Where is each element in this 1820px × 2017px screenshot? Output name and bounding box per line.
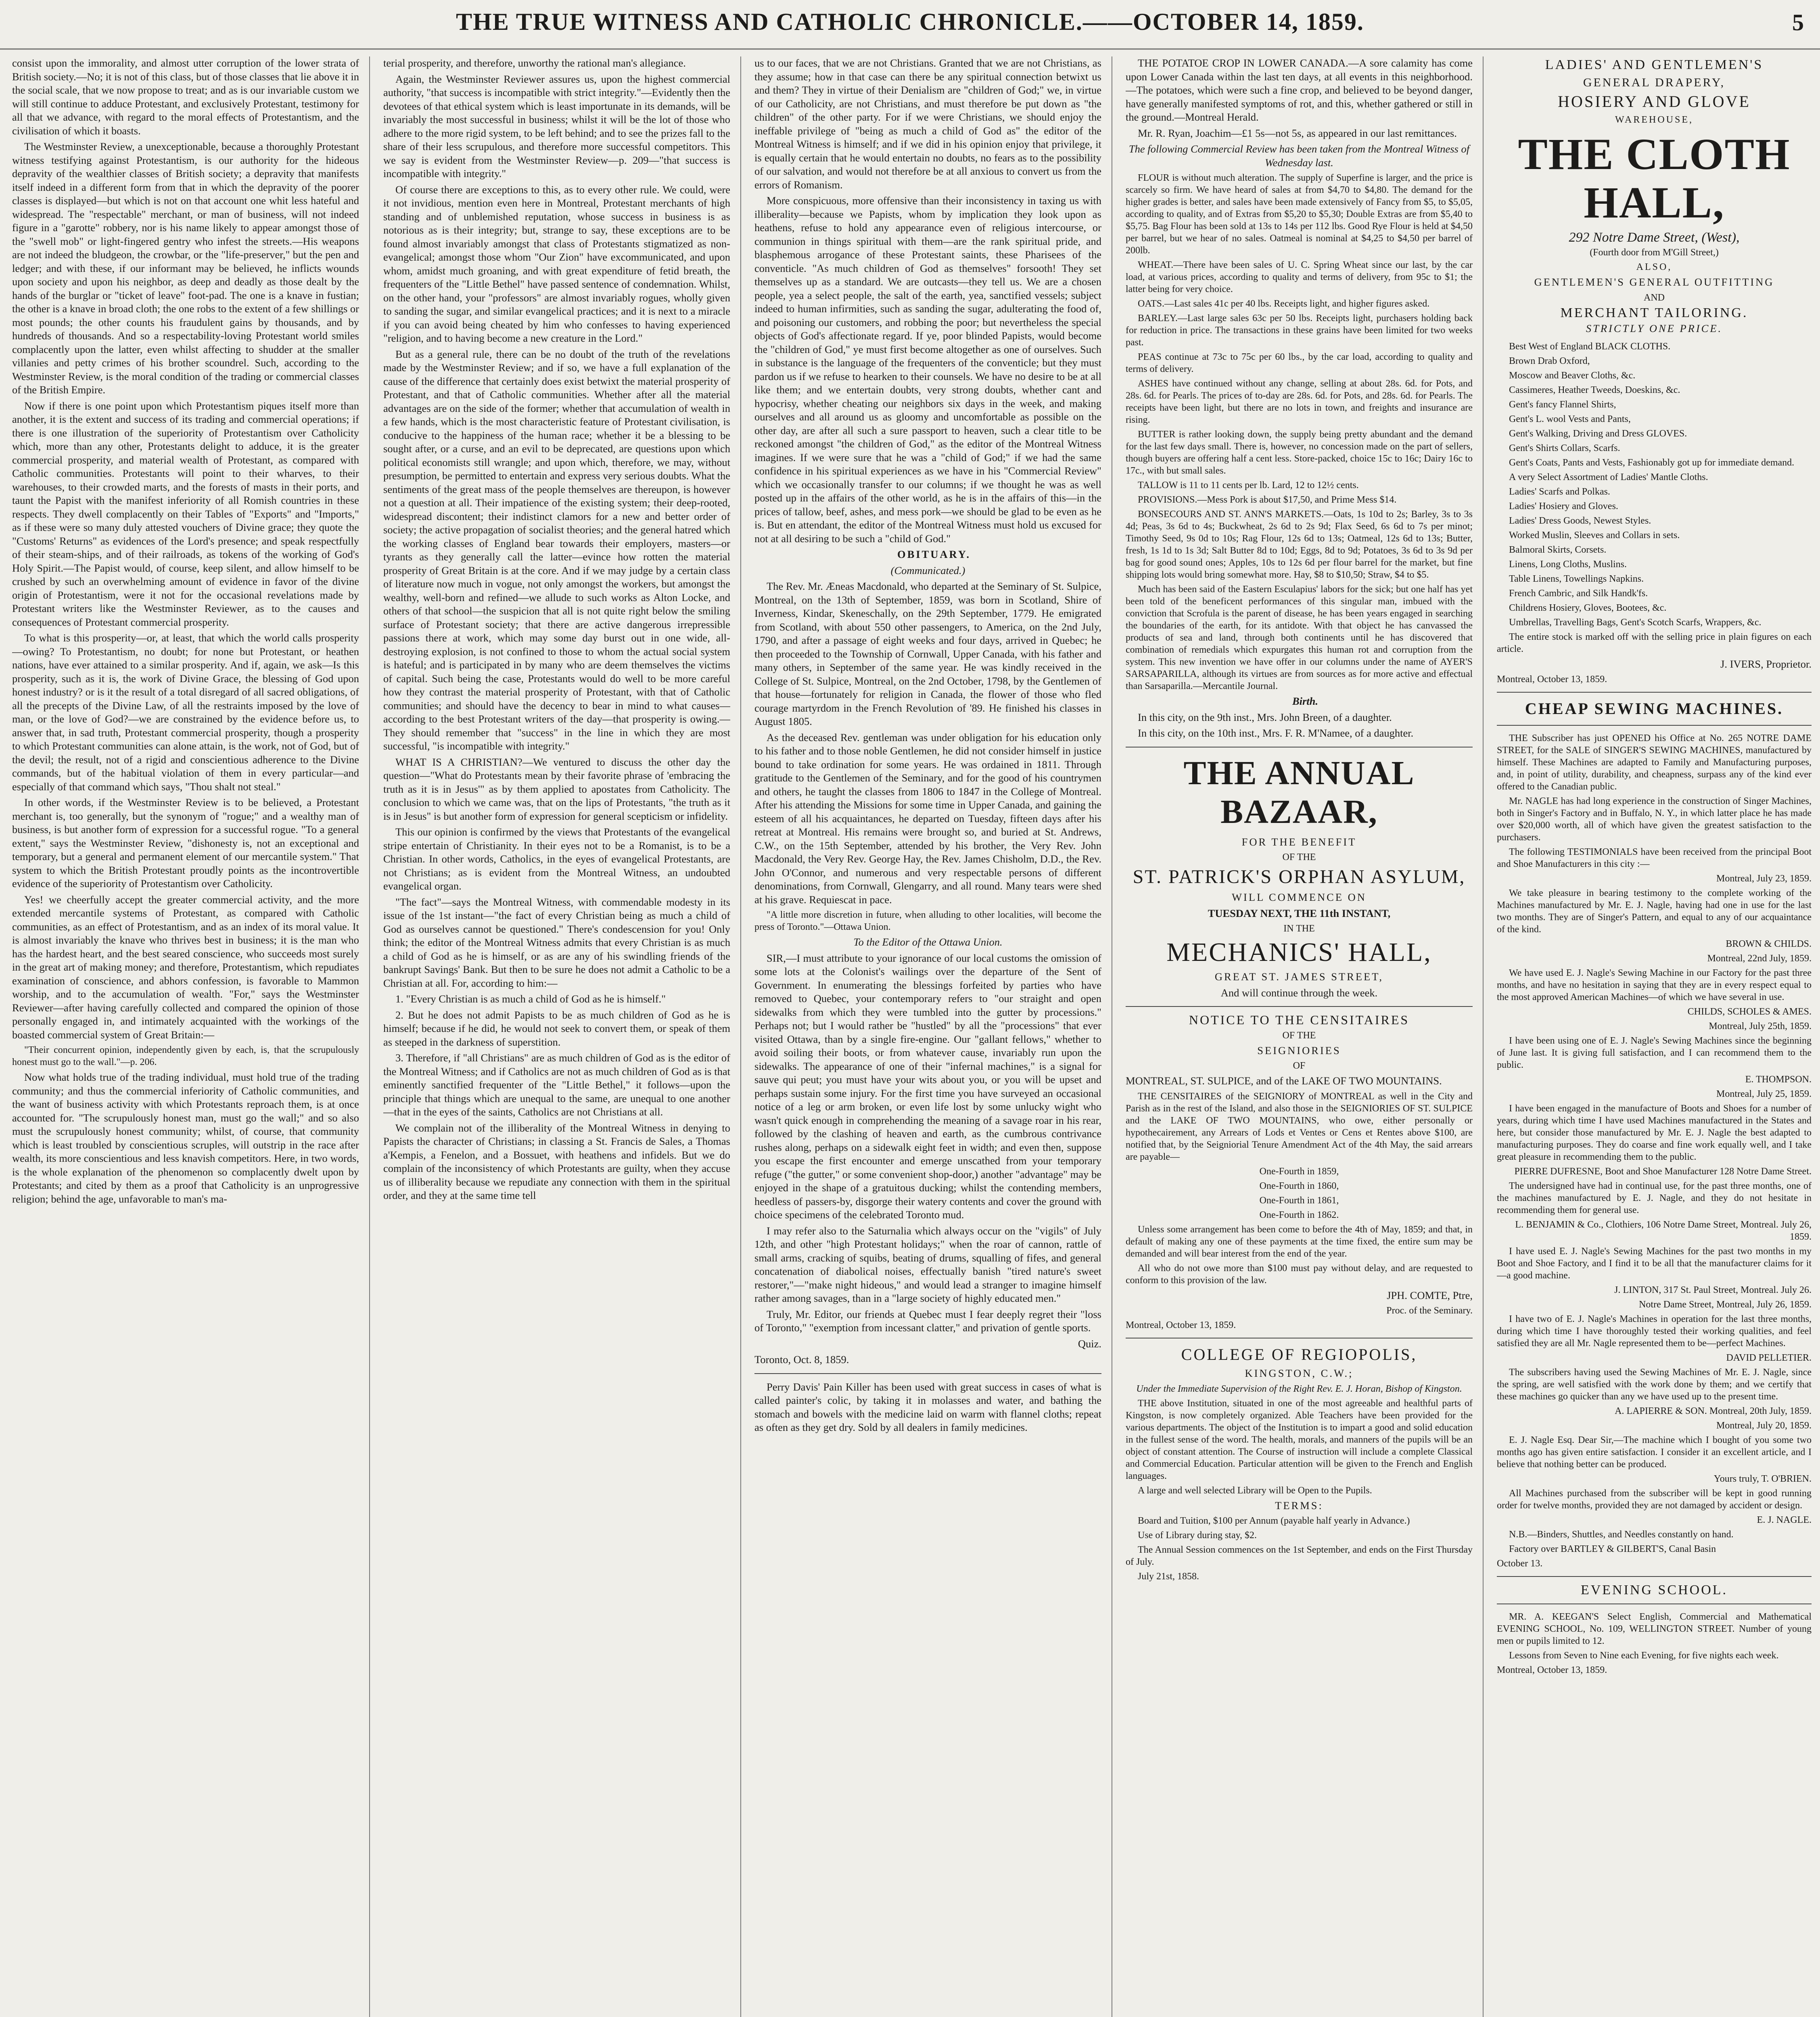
paragraph: Again, the Westminster Reviewer assures us, upon the highest commercial authority, "that success is incompatible with strict integrity."—Evidently then the devotees of that ethical system which is least importunate in its demands, will be invariably the most successful in business; whilst it will be the lot of those who adhere to the more rigid system, to be left behind; and to see the prizes fall to the share of their less scrupulous, and therefore more successful competitors. This we say is evident from the Westminster Review—p. 209—"that success is incompatible with integrity." xyxy=(383,73,730,180)
letter-address: To the Editor of the Ottawa Union. xyxy=(853,936,1003,948)
bazaar-title: THE ANNUAL BAZAAR, xyxy=(1183,754,1415,831)
review-paragraph: WHEAT.—There have been sales of U. C. Spring Wheat since our last, by the car load, at various prices, according to quality and terms of delivery, from 95c to $1; the latter being for very choice. xyxy=(1126,260,1473,294)
testimonial-body: I have two of E. J. Nagle's Machines in operation for the last three months, during which time I have thoroughly tested their working qualities, and feel satisfied they are all Mr. Nagle represented them to be—perfect Machines. xyxy=(1497,1314,1812,1349)
review-paragraph: BUTTER is rather looking down, the supply being pretty abundant and the demand for the last few days small. There is, however, no concession made on the part of sellers, though buyers are offering half a cent less. Store-packed, choice 15c to 16c; Dairy 16c to 17c., with but small sales. xyxy=(1126,429,1473,476)
censitaires-sign: JPH. COMTE, Ptre, xyxy=(1387,1289,1473,1301)
sewing-nb: N.B.—Binders, Shuttles, and Needles constantly on hand. xyxy=(1509,1529,1734,1540)
notice-remittance: Mr. R. Ryan, Joachim—£1 5s—not 5s, as appeared in our last remittances. xyxy=(1138,127,1457,139)
ad-item: Brown Drab Oxford, xyxy=(1509,355,1590,366)
ad-tailoring: MERCHANT TAILORING. xyxy=(1560,305,1748,320)
college-terms-heading: TERMS: xyxy=(1275,1499,1323,1512)
bazaar-commence: WILL COMMENCE ON xyxy=(1232,891,1367,903)
paragraph: We complain not of the illiberality of the Montreal Witness in denying to Papists the character of Christians; in classing a St. Francis de Sales, a Thomas a'Kempis, a Fenelon, and a Bossuet, with heathens and infidels. But we do complain of the inconsistency of which Protestants are guilty, when they accuse us of illiberality because we repudiate any connection with them in the spiritual order, and they at the same time tell xyxy=(383,1121,730,1201)
notice-potato-crop: THE POTATOE CROP IN LOWER CANADA.—A sore calamity has come upon Lower Canada within the last ten days, at all events in this neighborhood.—The potatoes, which were such a fine crop, and believed to be beyond danger, have generally manifested symptoms of rot, and this, whether gathered or still in the ground.—Montreal Herald. xyxy=(1126,57,1473,123)
paragraph: Now if there is one point upon which Protestantism piques itself more than another, it is the extent and success of its trading and commercial operations; if there is one illustration of the superiority of Protestantism over Catholicity which, more than any other, Protestants delight to adduce, it is the greater commercial prosperity, and material wealth of Protestant, as compared with Catholic communities. Protestants will point to their wharves, to their warehouses, to their crowded marts, and the forests of masts in their ports, and taunt the Papist with the manifest inferiority of all Romish countries in these respects. They dwell complacently on their Tables of "Exports" and "Imports," as if these were so many duly attested vouchers of Divine grace; they quote the "Customs' Returns" as evidences of the Lord's presence; and speak respectfully of their steam-ships, and of their railroads, as tokens of the working of God's Holy Spirit.—The Papist would, of course, keep silent, and allow himself to be crushed by such an overwhelming amount of evidence in favor of the divine origin of Protestantism, were it not for the occasional revelations made by Protestant writers like the Westminster Reviewer, as to the causes and consequences of Protestant commercial prosperity. xyxy=(12,399,359,628)
bazaar-of: OF THE xyxy=(1282,852,1316,862)
ad-item: Gent's Coats, Pants and Vests, Fashionably got up for immediate demand. xyxy=(1509,457,1795,468)
censitaires-of: OF THE xyxy=(1282,1030,1316,1041)
ad-strictly: STRICTLY ONE PRICE. xyxy=(1586,322,1723,334)
ad-outfitting: GENTLEMEN'S GENERAL OUTFITTING xyxy=(1534,276,1774,288)
bazaar-date: TUESDAY NEXT, THE 11th INSTANT, xyxy=(1208,907,1391,919)
obituary-paragraph: The Rev. Mr. Æneas Macdonald, who departed at the Seminary of St. Sulpice, Montreal, on the 13th of September, 1859, was born in Scotland, Shire of Inverness, Kindar, Skeneschally, on the 29th September, 1779. He emigrated from Scotland, with about 550 other passengers, to America, on the 2nd July, 1790, and after a passage of eight weeks and four days, arrived in Quebec; he then proceeded to the Township of Cornwall, Upper Canada, with his father and many others, in September of the same year. He was kindly received in the College of St. Sulpice, Montreal, on the 2nd October, 1798, by the Gentlemen of that house—fortunately for religion in Canada, the flower of those who fled courage martyrdom in the French Revolution of '89. He finished his classes in August 1805. xyxy=(754,580,1101,727)
paragraph: Yes! we cheerfully accept the greater commercial activity, and the more extended mercantile systems of Protestant, as compared with Catholic communities, as an effect of Protestantism, and as an index of its moral value. It is almost invariably the knave who thrives best in business; it is the man who has the hardest heart, and the best seared conscience, who succeeds most surely in the great art of making money; and therefore, Protestantism, which repudiates examination of conscience, and abhors confession, is favorable to Mammon worship, and to the accumulation of wealth. "For," says the Westminster Reviewer—after having carefully collected and compared the opinion of those personally engaged in, and intimately acquainted with the workings of the boasted commercial system of Great Britain:— xyxy=(12,893,359,1041)
notice-painkiller: Perry Davis' Pain Killer has been used with great success in cases of what is called painter's colic, by taking it in molasses and water, and bathing the stomach and bowels with the medicine laid on warm with flannel cloths; repeat as often as they get dry. Sold by all dealers in family medicines. xyxy=(754,1380,1101,1433)
testimonial-sign: Yours truly, T. O'BRIEN. xyxy=(1713,1474,1812,1484)
bazaar-in: IN THE xyxy=(1283,923,1315,934)
masthead-title: THE TRUE WITNESS AND CATHOLIC CHRONICLE.——OCTOBER 14, 1859. xyxy=(456,8,1364,35)
ad-item: French Cambric, and Silk Handk'fs. xyxy=(1509,588,1648,599)
college-date: July 21st, 1858. xyxy=(1138,1571,1199,1582)
testimonial-body: The subscribers having used the Sewing Machines of Mr. E. J. Nagle, since the spring, are well satisfied with the work done by them; and we certify that these machines go quicker than any we have used up to the present time. xyxy=(1497,1367,1812,1402)
testimonial-body: I have used E. J. Nagle's Sewing Machines for the past two months in my Boot and Shoe Factory, and I find it to be all that the manufacturer claims for it—a good machine. xyxy=(1497,1246,1812,1281)
sewing-paragraph: THE Subscriber has just OPENED his Office at No. 265 NOTRE DAME STREET, for the SALE of SINGER'S SEWING MACHINES, manufactured by himself. These Machines are adapted to Family and Manufacturing purposes, and, in point of utility, durability, and cheapness, surpass any of the kind ever offered to the Canadian public. xyxy=(1497,733,1812,792)
censitaires-row: One-Fourth in 1860, xyxy=(1259,1180,1339,1191)
ad-item: Moscow and Beaver Cloths, &c. xyxy=(1509,370,1636,381)
ad-item: Best West of England BLACK CLOTHS. xyxy=(1509,341,1671,352)
ad-address: 292 Notre Dame Street, (West), xyxy=(1569,230,1740,245)
ad-item: Table Linens, Towellings Napkins. xyxy=(1509,573,1644,584)
column-3 xyxy=(754,56,1101,2017)
ad-item: Ladies' Hosiery and Gloves. xyxy=(1509,501,1618,512)
paragraph: us to our faces, that we are not Christians. Granted that we are not Christians, as they assume; how in that case can there be any spiritual connection betwixt us and them? They in virtue of their Denialism are "children of God;" we, in virtue of our Catholicity, are not Christians, and must therefore be put down as "the children" of the other party. For if we were Christians, we should enjoy the ineffable privilege of "being as much a child of God as" the editor of the Montreal Witness is himself; and if we did in his opinion enjoy that privilege, it is equally certain that he would entertain no doubts, no fears as to the possibility of our salvation, and would not therefore be at all anxious to convert us from the errors of Romanism. xyxy=(754,57,1101,191)
evening-school-body: MR. A. KEEGAN'S Select English, Commercial and Mathematical EVENING SCHOOL, No. 109, WELLINGTON STREET. Number of young men or pupils limited to 12. xyxy=(1497,1611,1812,1646)
sewing-guarantee: All Machines purchased from the subscriber will be kept in good running order for twelve months, provided they are not damaged by accident or design. xyxy=(1497,1488,1812,1511)
testimonial-sign: DAVID PELLETIER. xyxy=(1726,1353,1812,1363)
college-terms: Board and Tuition, $100 per Annum (payable half yearly in Advance.) xyxy=(1138,1516,1410,1526)
column-1 xyxy=(12,56,359,2017)
letter-paragraph: SIR,—I must attribute to your ignorance of our local customs the omission of some lots at the Colonist's wailings over the departure of the Sent of Government. In enumerating the blessings forfeited by parties who have removed to Quebec, your contemporary refers to "our straight and open sidewalks from which they were tumbled into the gutter by processions." Perhaps not; but I would rather be "hustled" by all the "processions" that ever visited Ottawa, than by a single fire-engine. Our "gallant fellows," whether to avoid soiling their boots, or from whatever cause, invariably run upon the sidewalks. The appearance of one of their "infernal machines," is a signal for sauve qui peut; you must have your wits about you, or you will be upset and perhaps sustain some injury. For the first time you have surveyed an occasional notice of a leg or arm broken, or even life lost by some unlucky wight who wasn't quick enough in comprehending the meaning of a savage roar in his rear, followed by the clashing of heaven and earth, as the cumbrous contrivance rushes along, perhaps on a sidewalk eight feet in width; and even then, suppose you escape the first encounter and emerge unscathed from your temporary refuge ("the gutter," or some convenient shop-door,) another "advantage" may be enjoyed in the shape of a gratuitous ducking; whilst the contending members, heedless of passers-by, disgorge their watery contents and cover the ground with choice specimens of the celebrated Toronto mud. xyxy=(754,952,1101,1221)
column-2 xyxy=(383,56,730,2017)
divider xyxy=(1497,725,1812,726)
paragraph: Now what holds true of the trading individual, must hold true of the trading community; and thus the commercial inferiority of Catholic communities, and the want of business activity with which Protestants reproach them, is at once accounted for. "The scrupulously honest man, must go the wall;" and so also must the scrupulously honest community; whilst, of course, that community which is least troubled by conscientious scruples, will outstrip in the race after wealth, its more conscientious and less knavish competitors. Here, in two words, is the whole explanation of the phenomenon so complacently dwelt upon by Protestants; and cited by them as a proof that Catholicity is an unprogressive religion; behind the age, unfavorable to man's ma- xyxy=(12,1071,359,1205)
censitaires-body3: All who do not owe more than $100 must pay without delay, and are requested to conform to this provision of the law. xyxy=(1126,1263,1473,1286)
divider xyxy=(1497,692,1812,693)
bazaar-for: FOR THE BENEFIT xyxy=(1241,835,1357,848)
review-paragraph: OATS.—Last sales 41c per 40 lbs. Receipts light, and higher figures asked. xyxy=(1138,299,1430,309)
testimonial-body: I have been engaged in the manufacture of Boots and Shoes for a number of years, during which time I have used Machines manufactured in the States and here, but consider those manufactured by Mr. E. J. Nagle the best adapted to manufacturing purposes. They do coarse and fine work equally well, and I take great pleasure in recommending them to the public. xyxy=(1497,1103,1812,1162)
review-heading: The following Commercial Review has been taken from the Montreal Witness of Wednesday last. xyxy=(1128,143,1470,169)
column-rule xyxy=(369,56,370,2017)
ad-also: ALSO, xyxy=(1636,262,1672,272)
page-number: 5 xyxy=(1792,9,1804,35)
sewing-paragraph: The following TESTIMONIALS have been received from the principal Boot and Shoe Manufacturers in this city :— xyxy=(1497,847,1812,869)
bazaar-hall: MECHANICS' HALL, xyxy=(1166,938,1432,967)
censitaires-row: One-Fourth in 1862. xyxy=(1259,1209,1339,1220)
evening-school-lessons: Lessons from Seven to Nine each Evening, for five nights each week. xyxy=(1509,1650,1779,1661)
notice-sarsaparilla: Much has been said of the Eastern Esculapius' labors for the sick; but one half has yet been told of the beneficent performances of this singular man, imbued with the conviction that Scrofula is the parent of disease, he has been years engaged in searching the boundaries of the earth, for its antidote. With that object he has canvassed the products of sea and land, through both continents until he has discovered that combination of remedials which expurgates this human rot and corruption from the system. This new invention we have offer in our columns under the name of AYER'S SARSAPARILLA, although its virtues are from sources as for more active and effectual than Sarsaparilla.—Mercantile Journal. xyxy=(1126,584,1473,691)
ad-proprietor-date: Montreal, October 13, 1859. xyxy=(1497,674,1607,685)
college-title: COLLEGE OF REGIOPOLIS, xyxy=(1181,1345,1417,1363)
letter-dateline: Toronto, Oct. 8, 1859. xyxy=(754,1353,849,1366)
testimonial-body: The undersigned have had in continual use, for the past three months, one of the machines manufactured by E. J. Nagle, and they do not hesitate in recommending them for general use. xyxy=(1497,1181,1812,1215)
paragraph: To what is this prosperity—or, at least, that which the world calls prosperity—owing? To Protestantism, no doubt; for none but Protestant, or heathen nations, have ever attained to a similar prosperity. And if, again, we ask—Is this prosperity, such as it is, the work of Divine Grace, the blessing of God upon honest industry? or is it the result of a total disregard of all sacred obligations, of all the precepts of the Divine Law, of all the restraints imposed by the love of man, or the love of God?—we are constrained by the evidence before us, to answer that, in sad truth, Protestant commercial prosperity, though a prosperity to which Protestant communities can alone attain, is the work, not of God, but of the devil; the result, not of a rigid and conscientious adherence to the Divine commands, but of the habitual violation of them in every particular—and especially of that command which says, "Thou shalt not steal." xyxy=(12,632,359,793)
testimonial-sign: E. THOMPSON. xyxy=(1745,1074,1812,1085)
quotation: "Their concurrent opinion, independently given by each, is, that the scrupulously honest must go to the wall."—p. 206. xyxy=(12,1045,359,1067)
ad-item: Cassimeres, Heather Tweeds, Doeskins, &c. xyxy=(1509,384,1680,395)
censitaires-of2: OF xyxy=(1293,1061,1306,1071)
birth-heading: Birth. xyxy=(1292,695,1319,707)
censitaires-title: NOTICE TO THE CENSITAIRES xyxy=(1189,1013,1410,1027)
paragraph: More conspicuous, more offensive than their inconsistency in taxing us with illiberality—because we Papists, whom by implication they look upon as heathens, refuse to hold any appearance even of religious intercourse, or communion in things spiritual with them—are the rank spiritual pride, and blasphemous arrogance of these Protestant saints, these Pharisees of the conventicle. "As much children of God as themselves" forsooth! They set themselves up as a standard. We are outcasts—they tell us. We are a chosen people, yea a select people, the salt of the earth, yea, sanctified vessels; subject indeed to human infirmities, such as sanding the sugar, adulterating the food of, and poisoning our customers, and robbing the poor; but nevertheless the special objects of God's affectionate regard. If ye, poor blinded Papists, would become the "children of God," ye must first become altogether as one of ourselves. Such in substance is the language of the frequenters of the conventicle; but they must pardon us if we refuse to hearken to their counsels. We have no desire to be at all like them; and we entertain doubts, very strong doubts, whether cant and hypocrisy, whether cheating our neighbors six days in the week, and making ourselves and all around us as gloomy and uncomfortable as possible on the other day, are after all such a sure passport to heaven, such a clear title to be reckoned amongst "the children of God," as the editor of the Montreal Witness imagines. If we were sure that he was a "child of God;" if we had the same confidence in his spiritual experiences as we have in his "Commercial Review" which we occasionally transfer to our columns; if we thought he was as well posted up in the affairs of the other world, as he is in the affairs of this—in the prices of tallow, beef, ashes, and mess pork—we should be glad to be even as he is. But en attendant, the editor of the Montreal Witness must hold us excused for not at all desiring to be such a "child of God." xyxy=(754,194,1101,545)
sewing-factory: Factory over BARTLEY & GILBERT'S, Canal Basin xyxy=(1509,1544,1716,1554)
review-paragraph: PROVISIONS.—Mess Pork is about $17,50, and Prime Mess $14. xyxy=(1138,495,1397,505)
college-session: The Annual Session commences on the 1st September, and ends on the First Thursday of July. xyxy=(1126,1545,1473,1567)
testimonial-sign: PIERRE DUFRESNE, Boot and Shoe Manufacturer 128 Notre Dame Street. xyxy=(1514,1166,1812,1177)
college-body: THE above Institution, situated in one of the most agreeable and healthful parts of Kingston, is now completely organized. Able Teachers have been provided for the various departments. The object of the Institution is to impart a good and solid education in the fullest sense of the word. The health, morals, and manners of the pupils will be an object of constant attention. The Course of instruction will include a complete Classical and Commercial Education. Particular attention will be given to the French and English languages. xyxy=(1126,1398,1473,1481)
review-paragraph: TALLOW is 11 to 11 cents per lb. Lard, 12 to 12½ cents. xyxy=(1138,480,1359,491)
ad-item: Linens, Long Cloths, Muslins. xyxy=(1509,559,1627,570)
ad-drapery: GENERAL DRAPERY, xyxy=(1583,76,1726,89)
college-under: Under the Immediate Supervision of the Right Rev. E. J. Horan, Bishop of Kingston. xyxy=(1136,1383,1462,1394)
review-paragraph: ASHES have continued without any change, selling at about 28s. 6d. for Pots, and 28s. 6d. for Pearls. The prices of to-day are 28s. 6d. for Pots, and 28s. 6d. for Pearls. The receipts have been light, but there are no lots in town, and freights and insurance are rising. xyxy=(1126,378,1473,425)
testimonial-body: We take pleasure in bearing testimony to the complete working of the Machines manufactured by Mr. E. J. Nagle, having had one in use for the last two months. They are of Singer's Pattern, and equal to any of our acquaintance of the kind. xyxy=(1497,888,1812,935)
quotation: "A little more discretion in future, when alluding to other localities, will become the press of Toronto."—Ottawa Union. xyxy=(754,910,1101,932)
bazaar-asylum: ST. PATRICK'S ORPHAN ASYLUM, xyxy=(1133,866,1466,887)
paragraph: 3. Therefore, if "all Christians" are as much children of God as is the editor of the Montreal Witness; and if Catholics are not as much children of God as is that eminently sanctified frequenter of the "Little Bethel," it follows—upon the principle that things which are unequal to the same, are unequal to one another—that in the eyes of the saints, Catholics are not Christians at all. xyxy=(383,1052,730,1118)
ad-proprietor: J. IVERS, Proprietor. xyxy=(1720,658,1812,670)
testimonial-date: Montreal, July 25th, 1859. xyxy=(1709,1021,1812,1031)
paragraph: Of course there are exceptions to this, as to every other rule. We could, were it not invidious, mention even here in Montreal, Protestant merchants of high standing and of unblemished reputation, whose success in business is as notorious as is their integrity; but, strange to say, these exceptions are to be found almost invariably amongst that class of Protestants stigmatized as non-evangelical; amongst those whom "Our Zion" have excommunicated, and upon whom, amidst much groaning, and with great expenditure of fetid breath, the frequenters of the "Little Bethel" have passed sentence of condemnation. Whilst, on the other hand, your "professors" are almost invariably rogues, wholly given to sanding the sugar, and similar evangelical practices; and it is next to a miracle if you can avoid being cheated by him who confesses to having experienced "religion, and to having become a new creature in the Lord." xyxy=(383,183,730,344)
sewing-signature: E. J. NAGLE. xyxy=(1757,1515,1812,1525)
testimonial-sign: J. LINTON, 317 St. Paul Street, Montreal. July 26. xyxy=(1614,1285,1812,1295)
review-paragraph: BARLEY.—Last large sales 63c per 50 lbs. Receipts light, purchasers holding back for reduction in price. The transactions in these grains have been limited for two weeks past. xyxy=(1126,313,1473,348)
college-place: KINGSTON, C.W.; xyxy=(1245,1367,1354,1379)
paragraph: consist upon the immorality, and almost utter corruption of the lower strata of British society.—No; it is not of this class, but of those classes that lie above it in the social scale, that we now propose to treat; and as is our invariable custom we will still continue to adduce Protestant, and exclusively Protestant, testimony for all that we advance, with regard to the moral effects of Protestantism, and the civilisation of which it boasts. xyxy=(12,57,359,137)
paragraph: "The fact"—says the Montreal Witness, with commendable modesty in its issue of the 1st instant—"the fact of every Christian being as much a child of God as ourselves cannot be questioned." There's condescension for you! Only think; the editor of the Montreal Witness admits that every Christian is as much a child of God as he is himself, or as are any of his swindling friends of the bankrupt Savings' Bank. But then to be sure he does not admit a Catholic to be a Christian at all. For, according to him:— xyxy=(383,896,730,989)
paragraph: 2. But he does not admit Papists to be as much children of God as he is himself; because if he did, he would not seek to convert them, or speak of them as steeped in the darkness of superstition. xyxy=(383,1008,730,1048)
ad-item: Ladies' Dress Goods, Newest Styles. xyxy=(1509,515,1651,526)
bazaar-continue: And will continue through the week. xyxy=(1220,986,1378,999)
testimonial-sign: BROWN & CHILDS. xyxy=(1726,939,1812,949)
divider xyxy=(1126,1006,1473,1007)
censitaires-row: One-Fourth in 1859, xyxy=(1259,1166,1339,1177)
obituary-subheading: (Communicated.) xyxy=(890,564,965,576)
review-paragraph: PEAS continue at 73c to 75c per 60 lbs., by the car load, according to quality and terms of delivery. xyxy=(1126,352,1473,374)
ad-item: Gent's Shirts Collars, Scarfs. xyxy=(1509,443,1620,453)
ad-hosiery: HOSIERY AND GLOVE xyxy=(1558,92,1751,111)
ad-item: Ladies' Scarfs and Polkas. xyxy=(1509,486,1610,497)
obituary-heading: OBITUARY. xyxy=(897,548,971,560)
ad-item: A very Select Assortment of Ladies' Mantle Cloths. xyxy=(1509,472,1708,482)
ad-cloth-hall: THE CLOTH HALL, xyxy=(1518,129,1791,227)
ad-item: Gent's fancy Flannel Shirts, xyxy=(1509,399,1616,410)
divider xyxy=(1126,747,1473,748)
ad-item: Balmoral Skirts, Corsets. xyxy=(1509,544,1607,555)
sewing-date: October 13. xyxy=(1497,1558,1543,1569)
markets-paragraph: BONSECOURS AND ST. ANN'S MARKETS.—Oats, 1s 10d to 2s; Barley, 3s to 3s 4d; Peas, 3s 6d to 4s; Buckwheat, 2s 6d to 2s 9d; Flax Seed, 6s 6d to 7s per minot; Timothy Seed, 9s 0d to 10s; Rag Flour, 12s 6d to 13s; Oatmeal, 12s 6d to 13s; Butter, fresh, 1s 1d to 1s 3d; Salt Butter 8d to 10d; Eggs, 8d to 9d; Potatoes, 3s 6d to 3s 9d per bag for good sound ones; Apples, 10s to 12s 6d per flour barrel for the market, but fine shipping lots would bring somewhat more. Hay, $8 to $10,50; Straw, $4 to $5. xyxy=(1126,509,1473,580)
ad-ladies: LADIES' AND GENTLEMEN'S xyxy=(1545,57,1764,72)
review-paragraph: FLOUR is without much alteration. The supply of Superfine is larger, and the price is scarcely so firm. We have heard of sales at from $4,70 to $4,80. The demand for the higher grades is better, and sales have been made extensively of Fancy from $5, to $5,05, according to quality, and of Extras from $5,20 to $5,30; Double Extras are from $5,40 to $5,75. Bag Flour has been sold at 13s to 14s per 112 lbs. Good Rye Flour is held at $4,50 per barrel, but we hear of no sales. Oatmeal is nominal at $4,25 to $4,50 per barrel of 200lb. xyxy=(1126,173,1473,256)
censitaires-sign2: Proc. of the Seminary. xyxy=(1386,1305,1473,1316)
column-4 xyxy=(1126,56,1473,2017)
paragraph: WHAT IS A CHRISTIAN?—We ventured to discuss the other day the question—"What do Protestants mean by their favorite phrase of 'embracing the truth as it is in Jesus'" as by them applied to apostates from Catholicity. The conclusion to which we came was, that on the lips of Protestants, "the truth as it is in Jesus" is but another form of expression for general scepticism or infidelity. xyxy=(383,756,730,822)
evening-school-date: Montreal, October 13, 1859. xyxy=(1497,1664,1607,1675)
testimonial-date: Montreal, July 25, 1859. xyxy=(1716,1089,1812,1099)
letter-paragraph: I may refer also to the Saturnalia which always occur on the "vigils" of July 12th, and other "high Protestant holidays;" when the roar of cannon, rattle of small arms, cracking of squibs, beating of drums, squalling of fifes, and general concatenation of diabolical noises, effectually banish "tired nature's sweet restorer,"—"make night hideous," and would lead a stranger to imagine himself rather among savages, than in a "large society of highly educated men." xyxy=(754,1224,1101,1304)
paragraph: The Westminster Review, a unexceptionable, because a thoroughly Protestant witness testifying against Protestantism, is our authority for the hideous depravity of the wealthier classes of British society; a depravity that manifests itself indeed in a different form from that in which the depravity of the poorer classes is displayed—but which is not on that account one whit less hateful and widespread. The "respectable" merchant, or man of business, will not indeed figure in a "garotte" robbery, nor is his name likely to appear amongst those of the "swell mob" or light-fingered gentry who infest the streets.—His weapons are not indeed the bludgeon, the crowbar, or the "life-preserver," but the pen and ledger; and with these, if our informant may be believed, he inflicts wounds upon society and upon his neighbor, as deep and deadly as those dealt by the hands of the burglar or "ticket of leave" foot-pad. The one is a knave in fustian; the other is a knave in broad cloth; the one robs to the extent of a few shillings or most pounds; the other counts his fraudulent gains by thousands, and by hundreds of thousands. And so a respectability-loving Protestant world smiles complacently upon the latter, even whilst affecting to shudder at the smaller villanies and petty crimes of his brother scoundrel. Such, according to the Westminster Review, is the moral condition of the trading or commercial classes of the British Empire. xyxy=(12,140,359,396)
divider xyxy=(1497,1576,1812,1577)
testimonial-date: Montreal, July 20, 1859. xyxy=(1716,1420,1812,1431)
paragraph: 1. "Every Christian is as much a child of God as he is himself." xyxy=(395,993,666,1005)
column-5 xyxy=(1497,56,1812,2017)
letter-signoff: Quiz. xyxy=(1078,1337,1101,1350)
sewing-heading: CHEAP SEWING MACHINES. xyxy=(1525,699,1784,718)
testimonial-body: We have used E. J. Nagle's Sewing Machine in our Factory for the past three months, and have no hesitation in saying that they are in every respect equal to the most approved American Machines—of which we have several in use. xyxy=(1497,968,1812,1002)
ad-item: The entire stock is marked off with the selling price in plain figures on each article. xyxy=(1497,631,1812,654)
letter-paragraph: Truly, Mr. Editor, our friends at Quebec must I fear deeply regret their "loss of Toronto," "exemption from incessant clatter," and privation of gentle sports. xyxy=(754,1308,1101,1334)
divider xyxy=(754,1373,1101,1374)
censitaires-date: Montreal, October 13, 1859. xyxy=(1126,1320,1236,1330)
paragraph: But as a general rule, there can be no doubt of the truth of the revelations made by the Westminster Review; and if so, we have a full explanation of the cause of the difference that certainly does exist betwixt the material prosperity of Protestant, and that of Catholic communities. Whether after all the material advantages are on the side of the former; whether that accumulation of wealth in a few hands, which is the most characteristic feature of Protestant civilisation, is conducive to the happiness of the human race; whether it be a blessing to be sought after, or a curse, and an evil to be deprecated, are questions upon which political economists still wrangle; and upon which, therefore, we may, without presumption, be permitted to entertain and express very serious doubts. What the sentiments of the great mass of the people themselves are thereupon, is however not a question at all. Their impatience of the existing system; their deep-rooted, widespread discontent; their indistinct clamors for a new and better order of society; the active propagation of socialist theories; and the general hatred which the working classes of England bear towards their employers, masters—or tyrants as they generally call the latter—evince how rotten the material prosperity of Great Britain is at the core. And if we may judge by a certain class of literature now much in vogue, not only amongst the workers, but amongst the wealthy, well-born and refined—we allude to such works as Alton Locke, and others of that school—the suspicion that all is not quite right below the smiling surface of Protestant society; that there are active dangerous irrepressible passions there at work, which may some day burst out in one wide, all-destroying explosion, is not confined to those to whom the actual social system is hateful; and is participated in by many who are deem themselves the victims of capital. Such being the case, Protestants would do well to be more careful how they contrast the material prosperity of Protestant, with that of Catholic communities; and should have the decency to bear in mind to what causes—according to the best Protestant writers of the day—that prosperity is owing.—They should remember that "success" in the line in which they are most successful, "is incompatible with integrity." xyxy=(383,348,730,752)
bazaar-street: GREAT ST. JAMES STREET, xyxy=(1214,971,1384,983)
ad-item: Childrens Hosiery, Gloves, Bootees, &c. xyxy=(1509,602,1667,613)
birth-entry: In this city, on the 10th inst., Mrs. F. R. M'Namee, of a daughter. xyxy=(1138,727,1414,739)
censitaires-body: THE CENSITAIRES of the SEIGNIORY of MONTREAL as well in the City and Parish as in the rest of the Island, and also those in the SEIGNIORIES OF ST. SULPICE and the LAKE OF TWO MOUNTAINS, who owe, either personally or hypothecairement, any Arrears of Lods et Ventes or Cens et Rentes above $100, are notified that, by the Seigniorial Tenure Amendment Act of the 4th May, the said arrears are payable— xyxy=(1126,1091,1473,1162)
paragraph: terial prosperity, and therefore, unworthy the rational man's allegiance. xyxy=(383,57,686,69)
testimonial-body: I have been using one of E. J. Nagle's Sewing Machines since the beginning of June last. It is giving full satisfaction, and I can recommend them to the public. xyxy=(1497,1036,1812,1070)
ad-and: AND xyxy=(1644,292,1665,303)
college-use: Use of Library during stay, $2. xyxy=(1138,1530,1257,1541)
ad-fourth-door: (Fourth door from M'Gill Street,) xyxy=(1590,247,1719,258)
testimonial-body: E. J. Nagle Esq. Dear Sir,—The machine which I bought of you some two months ago has given entire satisfaction. I consider it an excellent article, and I believe that nothing better can be produced. xyxy=(1497,1435,1812,1470)
column-rule xyxy=(1483,56,1484,2017)
censitaires-seigniories: SEIGNIORIES xyxy=(1257,1044,1341,1057)
testimonial-date: Montreal, 22nd July, 1859. xyxy=(1707,953,1812,964)
censitaires-body2: Unless some arrangement has been come to before the 4th of May, 1859; and that, in default of making any one of these payments at the time fixed, the entire sum may be demanded and will bear interest from the end of the year. xyxy=(1126,1224,1473,1259)
paragraph: In other words, if the Westminster Review is to be believed, a Protestant merchant is, too generally, but the synonym of "rogue;" and a wealthy man of business, is but another form of expression for a successful rogue. "To a general extent," says the Westminster Review, "dishonesty is, not an exceptional and temporary, but a general and permanent element of our mercantile system." That system to which the British Protestant proudly points as the incontrovertible evidence of the superiority of Protestantism over Catholicity. xyxy=(12,796,359,889)
masthead xyxy=(0,0,1820,50)
sewing-paragraph: Mr. NAGLE has had long experience in the construction of Singer Machines, both in Singer's Factory and in Buffalo, N. Y., in which latter place he has made over $20,000 worth, all of which have given the greatest satisfaction to the purchasers. xyxy=(1497,796,1812,843)
college-library: A large and well selected Library will be Open to the Pupils. xyxy=(1138,1485,1372,1496)
censitaires-row: One-Fourth in 1861, xyxy=(1259,1195,1339,1206)
birth-entry: In this city, on the 9th inst., Mrs. John Breen, of a daughter. xyxy=(1138,711,1392,723)
column-rule xyxy=(740,56,741,2017)
testimonial-sign: A. LAPIERRE & SON. Montreal, 20th July, 1859. xyxy=(1615,1406,1812,1416)
ad-warehouse: WAREHOUSE, xyxy=(1615,114,1693,125)
testimonial-sign: CHILDS, SCHOLES & AMES. xyxy=(1687,1006,1812,1017)
testimonial-sign: L. BENJAMIN & Co., Clothiers, 106 Notre Dame Street, Montreal. July 26, 1859. xyxy=(1515,1219,1812,1242)
paragraph: This our opinion is confirmed by the views that Protestants of the evangelical stripe entertain of Christianity. In their eyes not to be a Romanist, is to be a Christian. In other words, Catholics, in the eyes of evangelical Protestants, are not Christians; as is evident from the Montreal Witness, an undoubted evangelical organ. xyxy=(383,826,730,892)
obituary-paragraph: As the deceased Rev. gentleman was under obligation for his education only to his father and to those noble Gentlemen, he did not consider himself in justice bound to take ordination for some years. He was ordained in 1811. Through gratitude to the Gentlemen of the Seminary, and for the good of his countrymen and others, he taught the classes from 1806 to 1847 in the College of Montreal. After his attending the Missions for some time in Upper Canada, and gaining the esteem of all his acquaintances, he departed on Tuesday, fifteen days after his retreat at Montreal. His remains were brought so, and buried at St. Andrews, C.W., on the 15th September, attended by his brother, the Very Rev. John Macdonald, the Very Rev. George Hay, the Rev. James Chisholm, D.D., the Rev. John O'Connor, and numerous and very respectable persons of different denominations, from Cornwall, Glengarry, and all round. Many tears were shed at his grave. Requiescat in pace. xyxy=(754,731,1101,906)
censitaires-places: MONTREAL, ST. SULPICE, and of the LAKE OF TWO MOUNTAINS. xyxy=(1126,1075,1442,1087)
testimonial-date: Notre Dame Street, Montreal, July 26, 1859. xyxy=(1639,1299,1812,1310)
ad-item: Umbrellas, Travelling Bags, Gent's Scotch Scarfs, Wrappers, &c. xyxy=(1509,617,1761,628)
evening-school-heading: EVENING SCHOOL. xyxy=(1580,1583,1728,1597)
ad-item: Gent's L. wool Vests and Pants, xyxy=(1509,413,1631,424)
testimonial-date: Montreal, July 23, 1859. xyxy=(1716,873,1812,884)
ad-item: Worked Muslin, Sleeves and Collars in sets. xyxy=(1509,530,1680,541)
ad-item: Gent's Walking, Driving and Dress GLOVES. xyxy=(1509,428,1687,439)
